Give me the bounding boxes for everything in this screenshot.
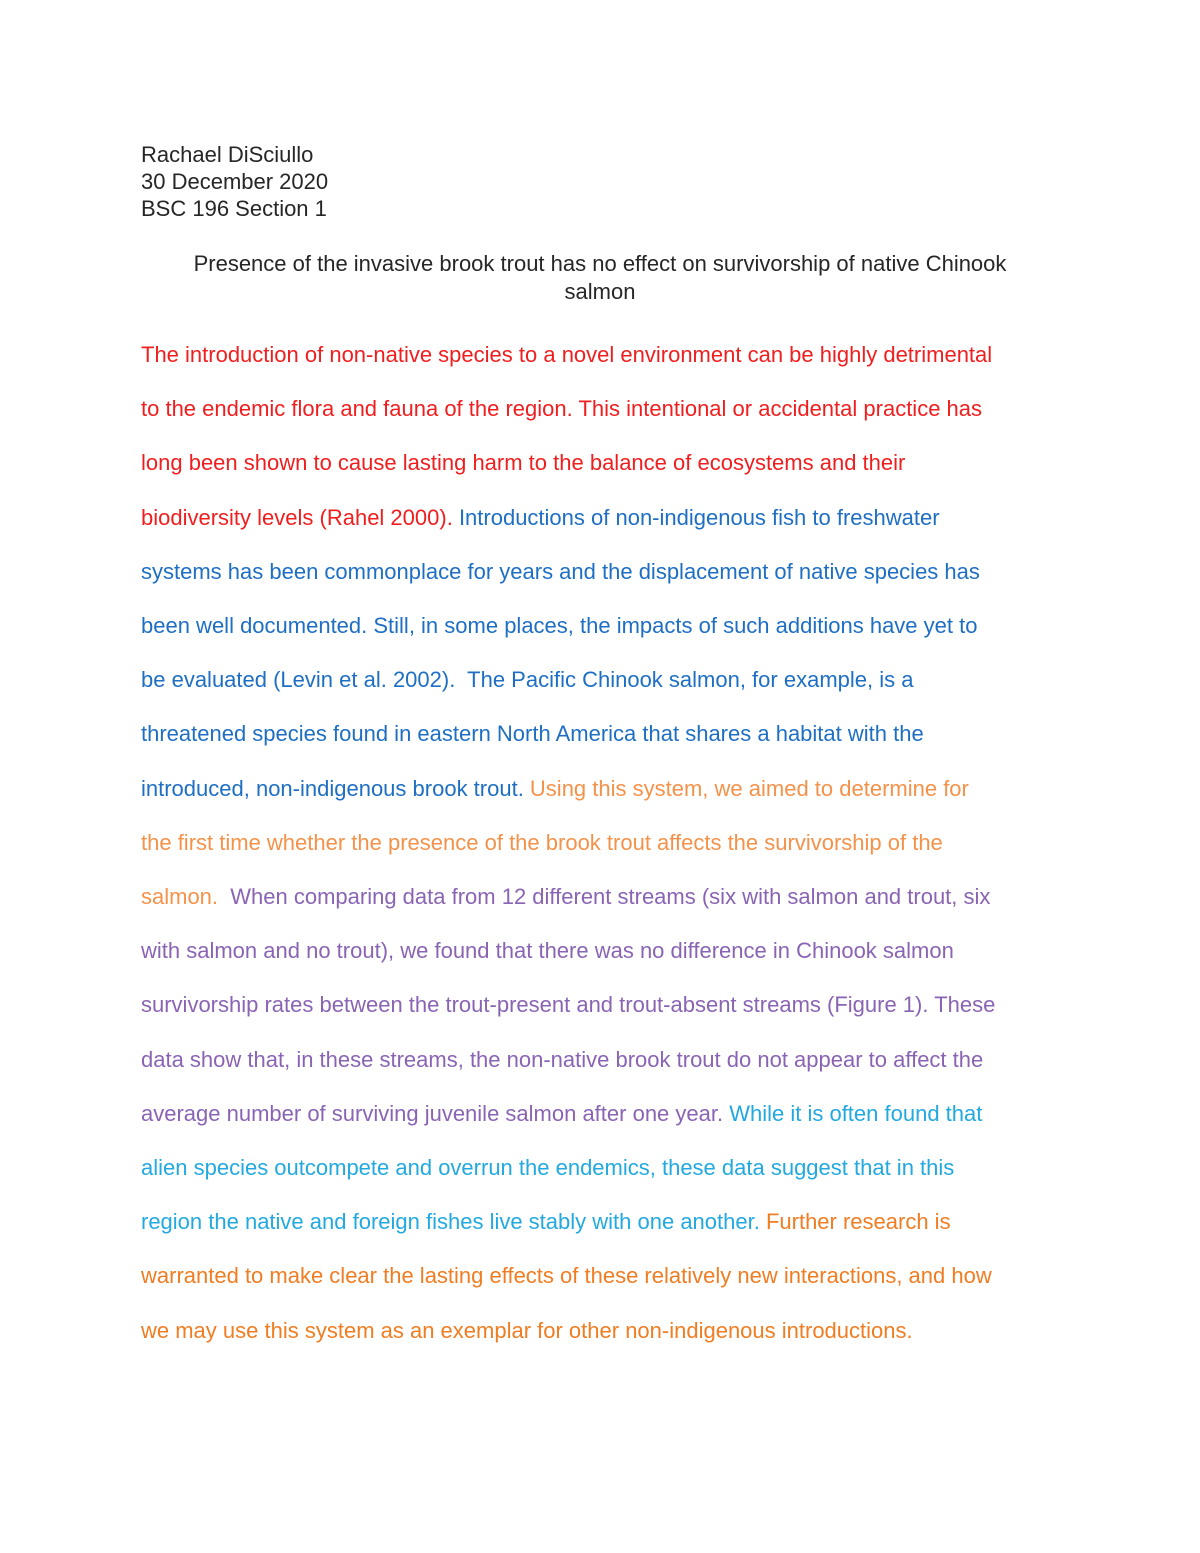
paragraph-line (141, 491, 1059, 545)
paragraph-line (141, 870, 1059, 924)
text-segment: average number of surviving juvenile salmon after one year. (141, 1100, 730, 1126)
course-section: BSC 196 Section 1 (141, 196, 327, 221)
text-segment: the first time whether the presence of the brook trout affects the survivorship of the (141, 829, 943, 855)
document-header (141, 141, 328, 222)
text-segment: biodiversity levels (Rahel 2000). (141, 504, 459, 530)
text-segment: with salmon and no trout), we found that there was no difference in Chinook salmon (141, 938, 954, 964)
text-segment: Further research is (765, 1209, 951, 1235)
abstract-paragraph (141, 328, 1059, 1358)
paragraph-line (141, 599, 1059, 653)
text-segment: systems has been commonplace for years and the displacement of native species has (141, 558, 980, 584)
text-segment: The introduction of non-native species to a novel environment can be highly detrimental (141, 342, 993, 367)
paragraph-line (141, 436, 1059, 490)
paragraph-line (141, 1141, 1059, 1195)
text-segment: introduced, non-indigenous brook trout. (141, 775, 530, 801)
paragraph-line (141, 328, 1059, 382)
text-segment: While it is often found that (729, 1100, 983, 1126)
paragraph-line (141, 1033, 1059, 1087)
text-segment: threatened species found in eastern North America that shares a habitat with the (141, 721, 924, 747)
paragraph-line (141, 924, 1059, 978)
text-segment: salmon. (141, 884, 231, 910)
document-title (141, 250, 1059, 306)
text-segment: region the native and foreign fishes live stably with one another. (141, 1209, 766, 1235)
paragraph-line (141, 545, 1059, 599)
paragraph-line (141, 653, 1059, 707)
text-segment: to the endemic flora and fauna of the region. This intentional or accidental practice has (141, 396, 983, 422)
text-segment: be evaluated (Levin et al. 2002). The Pacific Chinook salmon, for example, is a (141, 667, 914, 693)
paragraph-line (141, 707, 1059, 761)
author-name: Rachael DiSciullo (141, 142, 314, 167)
paragraph-line (141, 762, 1059, 816)
text-segment: alien species outcompete and overrun the endemics, these data suggest that in this (141, 1155, 955, 1181)
text-segment: survivorship rates between the trout-present and trout-absent streams (Figure 1). These (141, 992, 996, 1018)
paragraph-line (141, 382, 1059, 436)
title-line-2: salmon (564, 279, 636, 304)
paragraph-line (141, 1087, 1059, 1141)
document-date: 30 December 2020 (141, 169, 329, 194)
text-segment: we may use this system as an exemplar for other non-indigenous introductions. (141, 1317, 913, 1343)
paragraph-line (141, 1195, 1059, 1249)
title-line-1: Presence of the invasive brook trout has no effect on survivorship of native Chinook (193, 251, 1007, 276)
text-segment: data show that, in these streams, the non-native brook trout do not appear to affect the (141, 1046, 984, 1072)
paragraph-line (141, 1304, 1059, 1358)
text-segment: long been shown to cause lasting harm to the balance of ecosystems and their (141, 450, 906, 476)
text-segment: been well documented. Still, in some places, the impacts of such additions have yet to (141, 613, 978, 639)
text-segment: Using this system, we aimed to determine for (529, 775, 969, 801)
text-segment: When comparing data from 12 different streams (six with salmon and trout, six (230, 884, 991, 910)
paragraph-line (141, 816, 1059, 870)
text-segment: Introductions of non-indigenous fish to freshwater (458, 504, 940, 530)
paragraph-line (141, 978, 1059, 1032)
paragraph-line (141, 1249, 1059, 1303)
text-segment: warranted to make clear the lasting effects of these relatively new interactions, and how (141, 1263, 992, 1289)
